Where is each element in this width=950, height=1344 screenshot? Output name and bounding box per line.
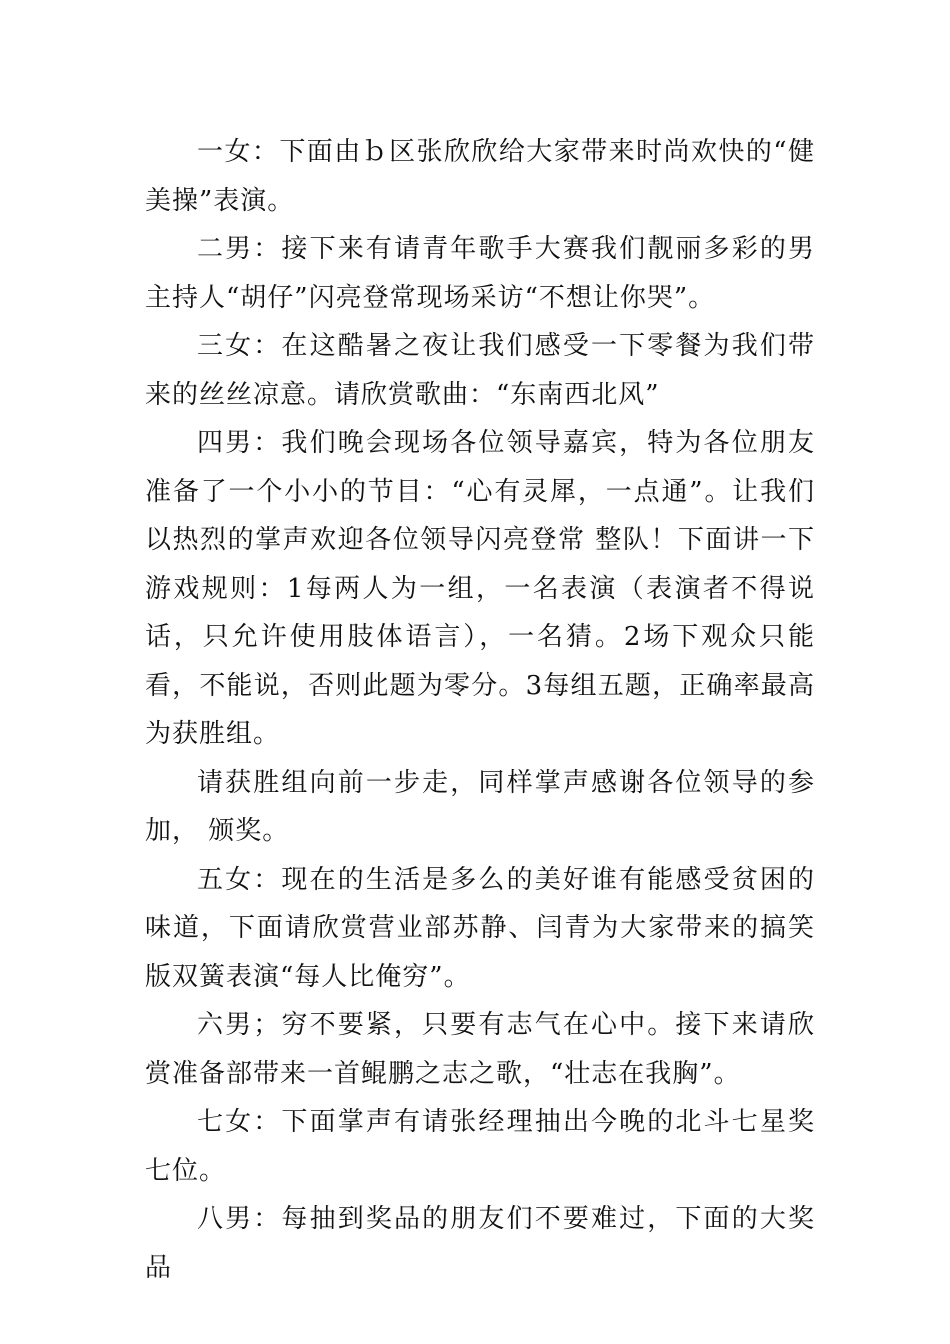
- document-body: [145, 128, 815, 1292]
- paragraph-9: 八男：每抽到奖品的朋友们不要难过，下面的大奖品: [145, 1204, 815, 1283]
- paragraph-4: 四男：我们晚会现场各位领导嘉宾，特为各位朋友准备了一个小小的节目：“心有灵犀，一点通”。让我们以热烈的掌声欢迎各位领导闪亮登常 整队！下面讲一下游戏规则：1每两人为一组，一名表演（表演者不得说话，只允许使用肢体语言），一名猜。2场下观众只能看，不能说，否则此题为零分。3每组五题，正确率最高为获胜组。: [145, 428, 815, 749]
- paragraph-3: 三女：在这酷暑之夜让我们感受一下零餐为我们带来的丝丝凉意。请欣赏歌曲：“东南西北风”: [145, 331, 815, 410]
- paragraph-1: 一女：下面由ｂ区张欣欣给大家带来时尚欢快的“健美操”表演。: [145, 137, 815, 216]
- paragraph-7: 六男；穷不要紧，只要有志气在心中。接下来请欣赏准备部带来一首鲲鹏之志之歌，“壮志在我胸”。: [145, 1010, 815, 1089]
- paragraph-2: 二男：接下来有请青年歌手大赛我们靓丽多彩的男主持人“胡仔”闪亮登常现场采访“不想让你哭”。: [145, 234, 815, 313]
- paragraph-8: 七女：下面掌声有请张经理抽出今晚的北斗七星奖七位。: [145, 1107, 815, 1186]
- paragraph-6: 五女：现在的生活是多么的美好谁有能感受贫困的味道，下面请欣赏营业部苏静、闫青为大家带来的搞笑版双簧表演“每人比俺穷”。: [145, 864, 815, 992]
- paragraph-5: 请获胜组向前一步走，同样掌声感谢各位领导的参加， 颁奖。: [145, 767, 815, 846]
